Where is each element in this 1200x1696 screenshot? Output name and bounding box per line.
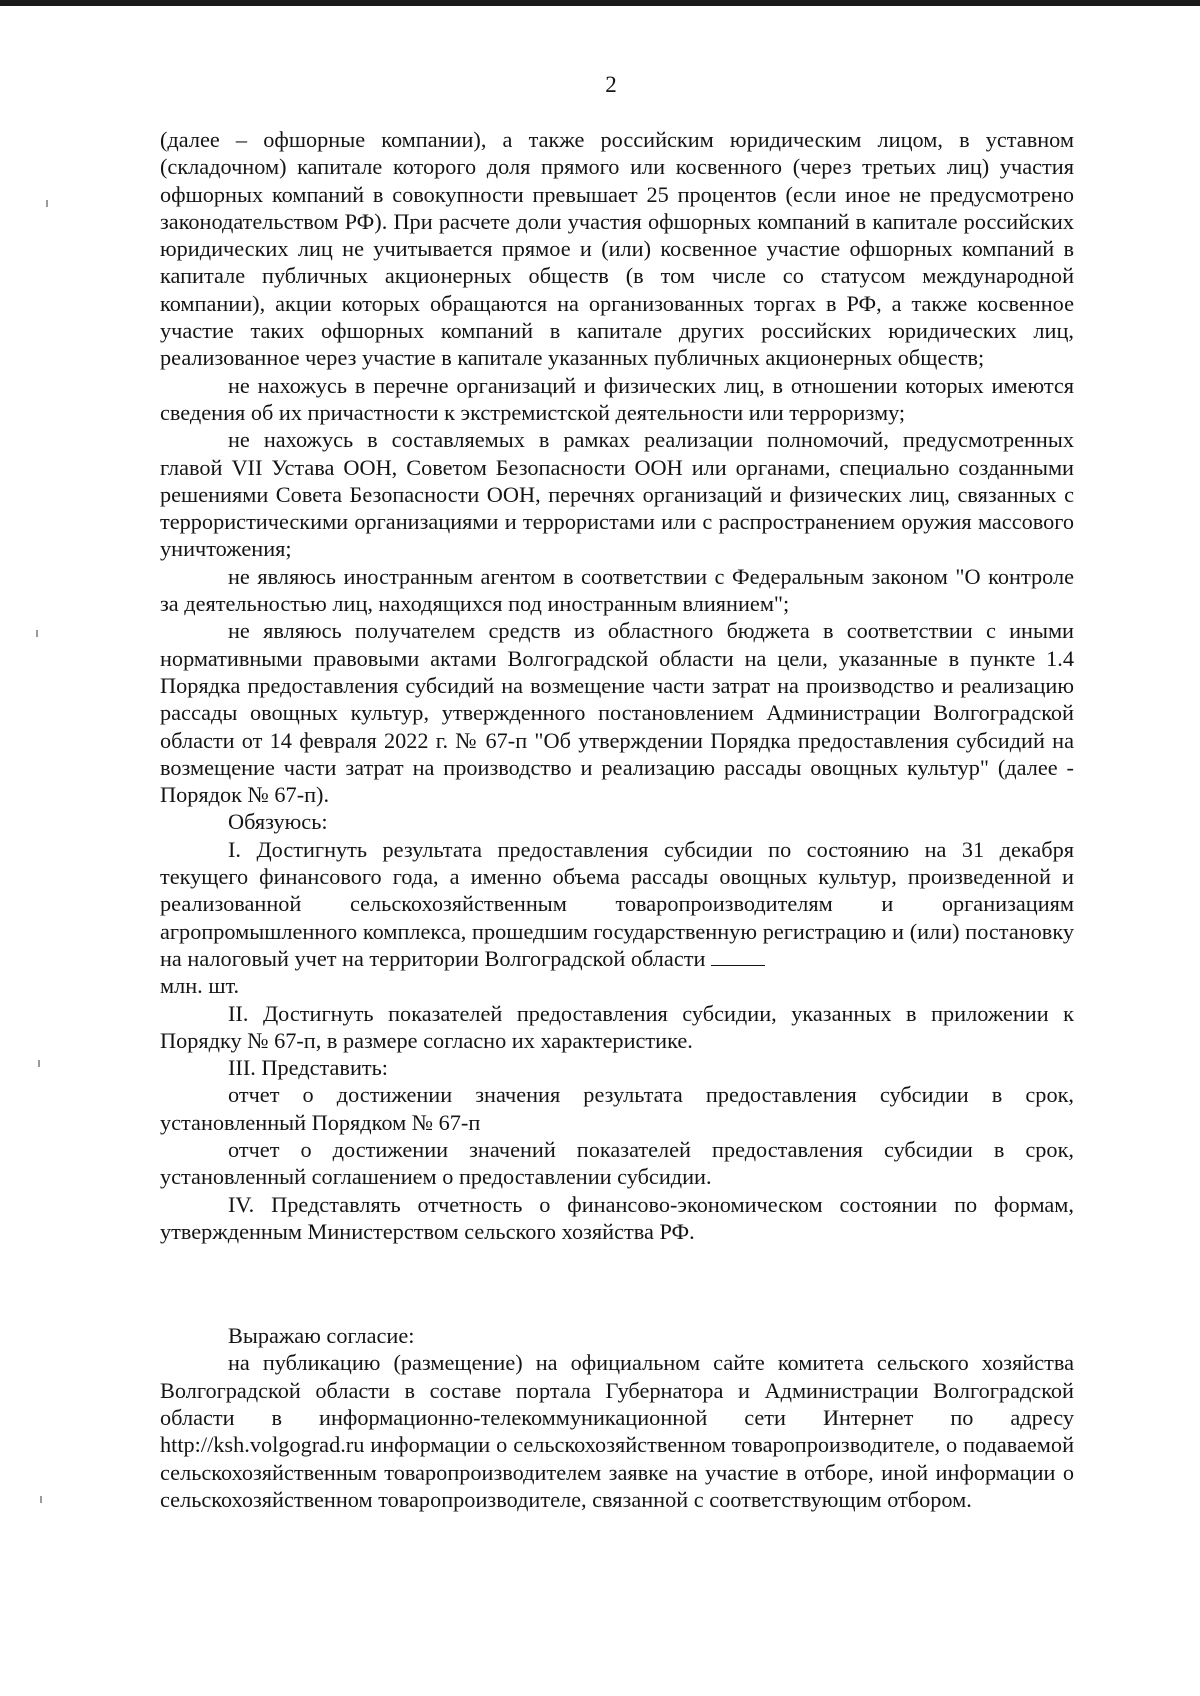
obligation-3-heading: III. Представить: bbox=[228, 1055, 388, 1081]
obligation-1 bbox=[160, 836, 1074, 972]
paragraph-publication-consent: на публикацию (размещение) на официальном сайте комитета сельского хозяйства Волгоградской области в составе портала Губернатора и Администрации Волгоградской области в информационно-телекоммуникационной сети Интернет по адресу http://ksh.volgograd.ru информации о сельскохозяйственном товаропроизводителе, о подаваемой сельскохозяйственным товаропроизводителем заявке на участие в отборе, иной информации о сельскохозяйственном товаропроизводителе, связанной с соответствующим отбором. bbox=[160, 1350, 1074, 1512]
obligation-1-unit: млн. шт. bbox=[160, 973, 240, 999]
scan-top-border bbox=[0, 0, 1200, 6]
heading-obligations: Обязуюсь: bbox=[228, 809, 328, 835]
paragraph-extremism: не нахожусь в перечне организаций и физических лиц, в отношении которых имеются сведения об их причастности к экстремистской деятельности или терроризму; bbox=[160, 372, 1074, 425]
report-indicators: отчет о достижении значений показателей предоставления субсидии в срок, установленный соглашением о предоставлении субсидии. bbox=[160, 1136, 1074, 1190]
scan-margin-mark bbox=[40, 1496, 42, 1503]
paragraph-un-lists: не нахожусь в составляемых в рамках реализации полномочий, предусмотренных главой VII Устава ООН, Советом Безопасности ООН или органами, специально созданными решениями Совета Безопасности ООН, перечнях организаций и физических лиц, связанных с террористическими организациями и террористами или с распространением оружия массового уничтожения; bbox=[160, 427, 1074, 562]
paragraph-foreign-agent: не являюсь иностранным агентом в соответствии с Федеральным законом "О контроле за деятельностью лиц, находящихся под иностранным влиянием"; bbox=[160, 563, 1074, 617]
obligation-2: II. Достигнуть показателей предоставления субсидии, указанных в приложении к Порядку № 67-п, в размере согласно их характеристике. bbox=[160, 1000, 1074, 1053]
obligation-1-text: I. Достигнуть результата предоставления субсидии по состоянию на 31 декабря текущего финансового года, а именно объема рассады овощных культур, произведенной и реализованной сельскохозяйственным товаропроизводителям и организациям агропромышленного комплекса, прошедшим государственную регистрацию и (или) постановку на налоговый учет на территории Волгоградской области bbox=[160, 836, 1074, 971]
scan-margin-mark bbox=[36, 630, 38, 637]
paragraph-budget-funds: не являюсь получателем средств из областного бюджета в соответствии с иными нормативными правовыми актами Волгоградской области на цели, указанные в пункте 1.4 Порядка предоставления субсидий на возмещение части затрат на производство и реализацию рассады овощных культур, утвержденного постановлением Администрации Волгоградской области от 14 февраля 2022 г. № 67-п "Об утверждении Порядка предоставления субсидий на возмещение части затрат на производство и реализацию рассады овощных культур" (далее - Порядок № 67-п). bbox=[160, 618, 1074, 808]
document-body bbox=[160, 126, 1074, 1513]
volume-blank-field[interactable] bbox=[711, 947, 765, 966]
report-result: отчет о достижении значения результата предоставления субсидии в срок, установленный Порядком № 67-п bbox=[160, 1082, 1074, 1135]
obligation-4: IV. Представлять отчетность о финансово-экономическом состоянии по формам, утвержденным Министерством сельского хозяйства РФ. bbox=[160, 1191, 1074, 1244]
paragraph-offshore-continuation: (далее – офшорные компании), а также российским юридическим лицом, в уставном (складочном) капитале которого доля прямого или косвенного (через третьих лиц) участия офшорных компаний в совокупности превышает 25 процентов (если иное не предусмотрено законодательством РФ). При расчете доли участия офшорных компаний в капитале российских юридических лиц не учитывается прямое и (или) косвенное участие офшорных компаний в капитале публичных акционерных обществ (в том числе со статусом международной компании), акции которых обращаются на организованных торгах в РФ, а также косвенное участие таких офшорных компаний в капитале других российских юридических лиц, реализованное через участие в капитале указанных публичных акционерных обществ; bbox=[160, 127, 1074, 371]
scan-margin-mark bbox=[38, 1060, 40, 1067]
scan-margin-mark bbox=[46, 200, 48, 207]
heading-consent: Выражаю согласие: bbox=[228, 1323, 415, 1349]
page-number: 2 bbox=[605, 72, 617, 97]
